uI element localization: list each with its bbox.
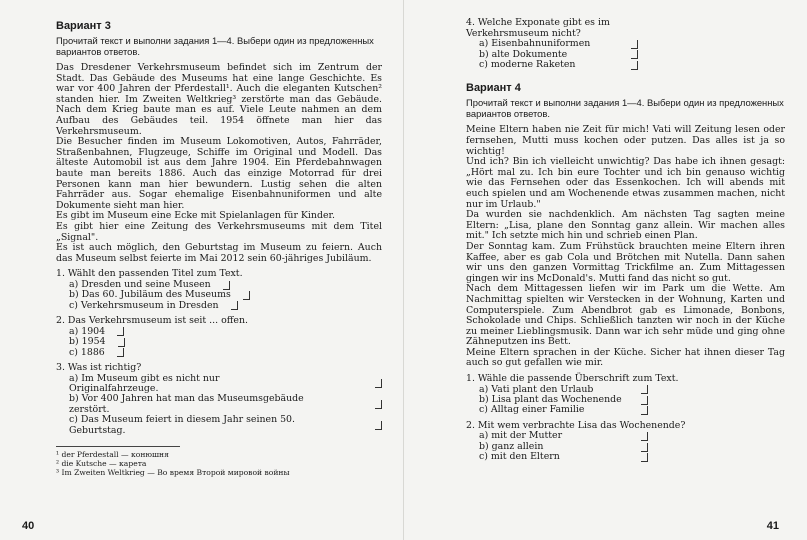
answer-checkbox[interactable] <box>375 421 382 430</box>
answer-checkbox[interactable] <box>117 327 124 336</box>
variant-title: Вариант 3 <box>56 20 111 32</box>
answer-checkbox[interactable] <box>231 301 238 310</box>
option-label: a) 1904 <box>69 325 106 337</box>
option-label: a) Im Museum gibt es nicht nur Originalfahrzeuge. <box>69 372 220 394</box>
answer-checkbox[interactable] <box>375 400 382 409</box>
reading-text <box>466 125 785 369</box>
answer-option <box>56 415 382 436</box>
answer-option <box>56 337 382 347</box>
question-2 <box>466 421 785 463</box>
footnote-divider <box>56 446 180 447</box>
text-paragraph: Nach dem Mittagessen liefen wir im Park um die Wette. Am Nachmittag spielten wir Verstecken in der Wohnung, Karten und Computerspiele. Zum Abendbrot gab es Limonade, Bonbons, Schokolade und Chips. Schließlich tanzten wir noch in der Küche zu meiner Lieblingsmusik. Dann war ich sehr müde und ging ohne Zähneputzen ins Bett. <box>466 283 785 348</box>
option-label: b) alte Dokumente <box>479 48 568 60</box>
question-text: 1. Wählt den passenden Titel zum Text. <box>56 268 243 280</box>
instructions: Прочитай текст и выполни задания 1—4. Выбери один из предложенных вариантов ответов. <box>56 35 374 57</box>
variant-title: Вариант 4 <box>466 82 521 95</box>
answer-option <box>56 348 382 358</box>
answer-checkbox[interactable] <box>641 385 648 394</box>
right-page <box>404 0 807 540</box>
question-text: 4. Welche Exponate gibt es im Verkehrsmuseum nicht? <box>466 17 610 39</box>
option-label: b) Lisa plant das Wochenende <box>479 394 622 406</box>
answer-option <box>466 405 785 415</box>
answer-checkbox[interactable] <box>641 453 648 462</box>
option-label: c) Verkehrsmuseum in Dresden <box>69 299 219 311</box>
answer-option <box>56 394 382 415</box>
option-label: a) Dresden und seine Museen <box>69 278 211 290</box>
answer-checkbox[interactable] <box>243 291 250 300</box>
text-paragraph: Meine Eltern haben nie Zeit für mich! Vati will Zeitung lesen oder fernsehen, Mutti muss kochen oder putzen. Das alles ist ja so wichtig! <box>466 124 785 157</box>
text-paragraph: Da wurden sie nachdenklich. Am nächsten Tag sagten meine Eltern: „Lisa, plane den Sonntag ganz allein. Wir machen alles mit." Ich setzte mich hin und schrieb einen Plan. <box>466 209 785 242</box>
reading-text <box>56 63 382 264</box>
footnote: ³ Im Zweiten Weltkrieg — Во время Второй мировой войны <box>56 467 290 477</box>
answer-checkbox[interactable] <box>118 338 125 347</box>
option-label: c) moderne Raketen <box>479 59 576 70</box>
answer-checkbox[interactable] <box>631 61 638 70</box>
answer-checkbox[interactable] <box>631 50 638 59</box>
option-label: a) mit der Mutter <box>479 430 563 442</box>
text-paragraph: Das Dresdener Verkehrsmuseum befindet sich im Zentrum der Stadt. Das Gebäude des Museums hat eine lange Geschichte. Es war vor 400 Jahren der Pferdestall¹. Auch die eleganten Kutschen² standen hier. Im Zweiten Weltkrieg³ zerstörte man das Gebäude. Nach dem Krieg baute man es auf. Viele Leute nahmen an dem Aufbau des Gebäudes teil. 1954 öffnete man hier das Verkehrsmuseum. <box>56 62 382 137</box>
option-label: b) ganz allein <box>479 440 544 452</box>
question-4 <box>466 18 785 70</box>
text-paragraph: Die Besucher finden im Museum Lokomotiven, Autos, Fahrräder, Straßenbahnen, Flugzeuge, Schiffe im Original und Modell. Das älteste Automobil ist aus dem Jahre 1904. Ein Pferdebahnwagen baute man bereits 1886. Auch das einzige Motorrad für drei Personen kann man hier bewundern. Lustig sehen die alten Fahrräder aus. Sogar ehemalige Eisenbahnuniformen und alte Dokumente sieht man hier. <box>56 136 382 211</box>
option-label: b) Das 60. Jubiläum des Museums <box>69 289 231 301</box>
option-label: c) Das Museum feiert in diesem Jahr seinen 50. Geburtstag. <box>69 414 295 436</box>
footnote: ² die Kutsche — карета <box>56 458 147 468</box>
option-label: c) 1886 <box>69 346 105 358</box>
answer-checkbox[interactable] <box>117 348 124 357</box>
question-text: 3. Was ist richtig? <box>56 361 142 373</box>
answer-checkbox[interactable] <box>223 281 230 290</box>
answer-checkbox[interactable] <box>641 406 648 415</box>
question-text: 1. Wähle die passende Überschrift zum Text. <box>466 373 679 385</box>
answer-checkbox[interactable] <box>641 432 648 441</box>
answer-option <box>466 452 785 462</box>
option-label: b) 1954 <box>69 336 106 348</box>
answer-checkbox[interactable] <box>375 379 382 388</box>
answer-option <box>466 60 785 70</box>
question-1 <box>466 374 785 416</box>
question-1 <box>56 269 382 311</box>
footnote: ¹ der Pferdestall — конюшня <box>56 449 169 459</box>
answer-option <box>56 374 382 395</box>
question-text: 2. Mit wem verbrachte Lisa das Wochenende? <box>466 419 686 431</box>
text-paragraph: Meine Eltern sprachen in der Küche. Sicher hat ihnen dieser Tag auch so gut gefallen wie mir. <box>466 346 785 369</box>
question-2 <box>56 316 382 358</box>
question-text: 2. Das Verkehrsmuseum ist seit ... offen. <box>56 315 248 327</box>
answer-option <box>56 301 382 311</box>
answer-checkbox[interactable] <box>641 396 648 405</box>
answer-checkbox[interactable] <box>631 40 638 49</box>
text-paragraph: Es gibt im Museum eine Ecke mit Spielanlagen für Kinder. <box>56 210 335 222</box>
text-paragraph: Der Sonntag kam. Zum Frühstück brauchten meine Eltern ihren Kaffee, aber es gab Cola und Brötchen mit Nutella. Dann sahen wir uns den ganzen Vormittag Trickfilme an. Zum Mittagessen gingen wir ins McDonald's. Mutti fand das nicht so gut. <box>466 240 785 284</box>
text-paragraph: Es ist auch möglich, den Geburtstag im Museum zu feiern. Auch das Museum selbst feierte im Mai 2012 sein 60-jähriges Jubiläum. <box>56 242 382 264</box>
option-label: a) Eisenbahnuniformen <box>479 38 591 50</box>
page-number: 40 <box>22 520 35 532</box>
option-label: c) mit den Eltern <box>479 451 560 463</box>
text-paragraph: Es gibt hier eine Zeitung des Verkehrsmuseums mit dem Titel „Signal". <box>56 220 382 243</box>
option-label: b) Vor 400 Jahren hat man das Museumsgebäude zerstört. <box>69 393 304 415</box>
page-number: 41 <box>766 520 779 532</box>
instructions: Прочитай текст и выполни задания 1—4. Выбери один из предложенных вариантов ответов. <box>466 97 784 119</box>
text-paragraph: Und ich? Bin ich vielleicht unwichtig? Das habe ich ihnen gesagt: „Hört mal zu. Ich bin eure Tochter und ich bin genauso wichtig wie das Fernsehen oder das Essenkochen. Ich will abends mit euch spielen und am Wochenende etwas zusammen machen, nicht nur im Urlaub." <box>466 156 785 210</box>
answer-checkbox[interactable] <box>641 443 648 452</box>
option-label: c) Alltag einer Familie <box>479 404 585 416</box>
question-3 <box>56 363 382 436</box>
option-label: a) Vati plant den Urlaub <box>479 383 594 395</box>
